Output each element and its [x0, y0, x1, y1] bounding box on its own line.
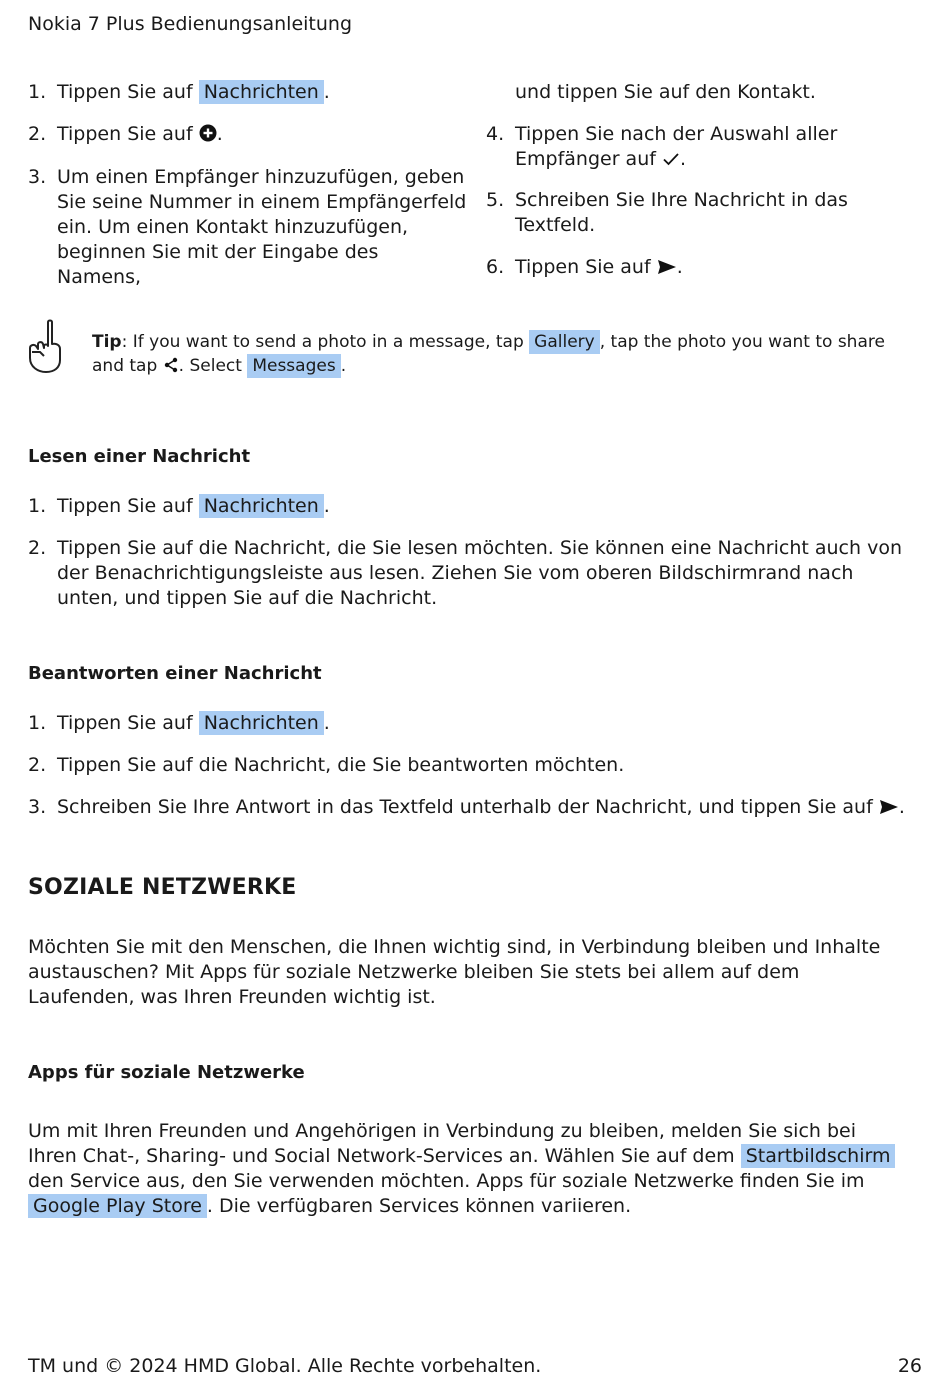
startbildschirm-link[interactable]: Startbildschirm: [741, 1144, 896, 1168]
checkmark-icon: [662, 151, 680, 167]
add-circle-icon: [199, 124, 217, 142]
copyright: TM und © 2024 HMD Global. Alle Rechte vorbehalten.: [28, 1355, 542, 1377]
nachrichten-link[interactable]: Nachrichten: [199, 711, 324, 735]
messages-link[interactable]: Messages: [247, 354, 340, 378]
list-item: 3. Um einen Empfänger hinzuzufügen, geben Sie seine Nummer in einem Empfängerfeld ein. Um einen Kontakt hinzuzufügen, beginnen Sie mit der Eingabe des Namens,: [28, 166, 467, 288]
list-item: 4. Tippen Sie nach der Auswahl aller Empfänger auf .: [486, 123, 838, 170]
section-heading: Lesen einer Nachricht: [28, 446, 251, 467]
page-footer: [28, 1355, 922, 1377]
list-item: 2. Tippen Sie auf .: [28, 123, 223, 145]
google-play-store-link[interactable]: Google Play Store: [28, 1194, 207, 1218]
send-icon: [657, 259, 677, 275]
list-item: 1. Tippen Sie auf Nachrichten .: [28, 712, 330, 734]
apps-paragraph: Um mit Ihren Freunden und Angehörigen in Verbindung zu bleiben, melden Sie sich bei Ihren Chat-, Sharing- und Social Network-Services an. Wählen Sie auf dem Startbildschirm den Service aus, den Sie verwenden möchten. Apps für soziale Netzwerke finden Sie im Google Play Store . Die verfügbaren Services können variieren.: [28, 1119, 898, 1219]
nachrichten-link[interactable]: Nachrichten: [199, 494, 324, 518]
list-item: 5. Schreiben Sie Ihre Nachricht in das Textfeld.: [486, 189, 848, 236]
list-item: 2. Tippen Sie auf die Nachricht, die Sie lesen möchten. Sie können eine Nachricht auch von der Benachrichtigungsleiste aus lesen. Ziehen Sie vom oberen Bildschirmrand nach unten, und tippen Sie auf die Nachricht.: [28, 537, 902, 609]
page-number: 26: [897, 1355, 922, 1377]
list-item-continuation: und tippen Sie auf den Kontakt.: [515, 81, 816, 103]
section-heading: Apps für soziale Netzwerke: [28, 1062, 305, 1083]
gallery-link[interactable]: Gallery: [529, 330, 600, 354]
list-item: 1. Tippen Sie auf Nachrichten .: [28, 81, 330, 103]
page-header: Nokia 7 Plus Bedienungsanleitung: [28, 13, 353, 35]
pointing-hand-icon: [26, 318, 66, 374]
list-item: 2. Tippen Sie auf die Nachricht, die Sie beantworten möchten.: [28, 754, 625, 776]
intro-paragraph: Möchten Sie mit den Menschen, die Ihnen wichtig sind, in Verbindung bleiben und Inhalte austauschen? Mit Apps für soziale Netzwerke bleiben Sie stets bei allem auf dem Laufenden, was Ihren Freunden wichtig ist.: [28, 936, 881, 1008]
list-item: 6. Tippen Sie auf .: [486, 256, 683, 278]
share-icon: [163, 357, 179, 373]
nachrichten-link[interactable]: Nachrichten: [199, 80, 324, 104]
section-heading: Beantworten einer Nachricht: [28, 663, 322, 684]
tip-box: Tip: If you want to send a photo in a message, tap Gallery , tap the photo you want to share and tap . Select Messages .: [92, 332, 885, 376]
list-item: 3. Schreiben Sie Ihre Antwort in das Textfeld unterhalb der Nachricht, und tippen Sie auf .: [28, 796, 905, 818]
chapter-heading: SOZIALE NETZWERKE: [28, 875, 297, 900]
send-icon: [879, 799, 899, 815]
list-item: 1. Tippen Sie auf Nachrichten .: [28, 495, 330, 517]
